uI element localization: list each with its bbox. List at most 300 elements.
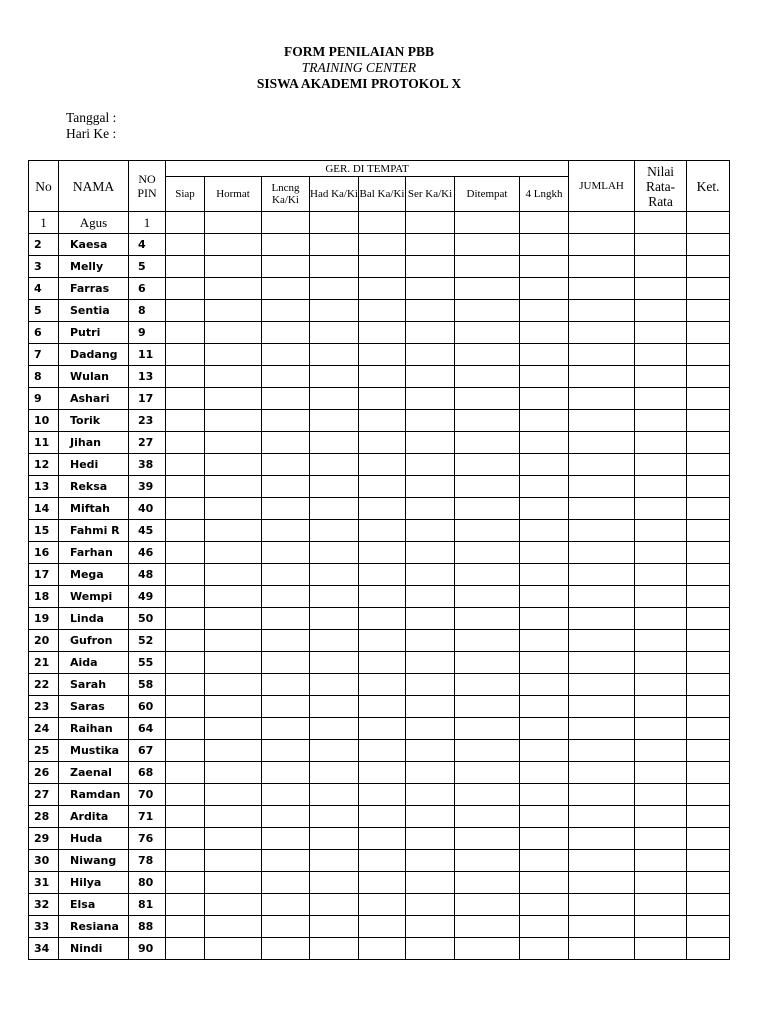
- score-cell[interactable]: [569, 762, 635, 784]
- score-cell[interactable]: [455, 498, 520, 520]
- score-cell[interactable]: [520, 938, 569, 960]
- score-cell[interactable]: [520, 542, 569, 564]
- score-cell[interactable]: [262, 938, 310, 960]
- score-cell[interactable]: [635, 212, 687, 234]
- score-cell[interactable]: [205, 586, 262, 608]
- score-cell[interactable]: [359, 564, 406, 586]
- score-cell[interactable]: [406, 366, 455, 388]
- score-cell[interactable]: [406, 762, 455, 784]
- score-cell[interactable]: [166, 476, 205, 498]
- score-cell[interactable]: [205, 872, 262, 894]
- score-cell[interactable]: [520, 564, 569, 586]
- score-cell[interactable]: [687, 784, 730, 806]
- score-cell[interactable]: [687, 586, 730, 608]
- score-cell[interactable]: [520, 344, 569, 366]
- score-cell[interactable]: [166, 234, 205, 256]
- score-cell[interactable]: [406, 322, 455, 344]
- score-cell[interactable]: [205, 938, 262, 960]
- score-cell[interactable]: [455, 806, 520, 828]
- score-cell[interactable]: [359, 344, 406, 366]
- score-cell[interactable]: [310, 366, 359, 388]
- score-cell[interactable]: [406, 388, 455, 410]
- score-cell[interactable]: [520, 894, 569, 916]
- score-cell[interactable]: [569, 542, 635, 564]
- score-cell[interactable]: [635, 696, 687, 718]
- score-cell[interactable]: [262, 894, 310, 916]
- score-cell[interactable]: [262, 256, 310, 278]
- score-cell[interactable]: [520, 520, 569, 542]
- score-cell[interactable]: [262, 872, 310, 894]
- score-cell[interactable]: [205, 674, 262, 696]
- score-cell[interactable]: [635, 938, 687, 960]
- score-cell[interactable]: [262, 278, 310, 300]
- score-cell[interactable]: [205, 916, 262, 938]
- score-cell[interactable]: [455, 674, 520, 696]
- score-cell[interactable]: [166, 520, 205, 542]
- score-cell[interactable]: [687, 850, 730, 872]
- score-cell[interactable]: [635, 564, 687, 586]
- score-cell[interactable]: [205, 652, 262, 674]
- score-cell[interactable]: [520, 696, 569, 718]
- score-cell[interactable]: [406, 278, 455, 300]
- score-cell[interactable]: [635, 454, 687, 476]
- score-cell[interactable]: [520, 850, 569, 872]
- score-cell[interactable]: [687, 652, 730, 674]
- score-cell[interactable]: [635, 916, 687, 938]
- score-cell[interactable]: [406, 454, 455, 476]
- score-cell[interactable]: [406, 520, 455, 542]
- score-cell[interactable]: [205, 828, 262, 850]
- score-cell[interactable]: [569, 366, 635, 388]
- score-cell[interactable]: [635, 718, 687, 740]
- score-cell[interactable]: [687, 366, 730, 388]
- score-cell[interactable]: [406, 938, 455, 960]
- score-cell[interactable]: [166, 212, 205, 234]
- score-cell[interactable]: [166, 806, 205, 828]
- score-cell[interactable]: [262, 762, 310, 784]
- score-cell[interactable]: [569, 212, 635, 234]
- score-cell[interactable]: [310, 740, 359, 762]
- score-cell[interactable]: [166, 652, 205, 674]
- score-cell[interactable]: [406, 850, 455, 872]
- score-cell[interactable]: [359, 322, 406, 344]
- score-cell[interactable]: [359, 476, 406, 498]
- score-cell[interactable]: [359, 432, 406, 454]
- score-cell[interactable]: [406, 410, 455, 432]
- score-cell[interactable]: [310, 652, 359, 674]
- score-cell[interactable]: [455, 256, 520, 278]
- score-cell[interactable]: [359, 674, 406, 696]
- score-cell[interactable]: [520, 916, 569, 938]
- score-cell[interactable]: [520, 278, 569, 300]
- score-cell[interactable]: [520, 322, 569, 344]
- score-cell[interactable]: [359, 586, 406, 608]
- score-cell[interactable]: [262, 916, 310, 938]
- score-cell[interactable]: [635, 278, 687, 300]
- score-cell[interactable]: [359, 410, 406, 432]
- score-cell[interactable]: [406, 542, 455, 564]
- score-cell[interactable]: [455, 322, 520, 344]
- score-cell[interactable]: [687, 894, 730, 916]
- score-cell[interactable]: [310, 564, 359, 586]
- score-cell[interactable]: [406, 608, 455, 630]
- score-cell[interactable]: [520, 388, 569, 410]
- score-cell[interactable]: [520, 432, 569, 454]
- score-cell[interactable]: [635, 520, 687, 542]
- score-cell[interactable]: [406, 872, 455, 894]
- score-cell[interactable]: [520, 630, 569, 652]
- score-cell[interactable]: [455, 608, 520, 630]
- score-cell[interactable]: [569, 344, 635, 366]
- score-cell[interactable]: [687, 696, 730, 718]
- score-cell[interactable]: [310, 234, 359, 256]
- score-cell[interactable]: [520, 454, 569, 476]
- score-cell[interactable]: [635, 740, 687, 762]
- score-cell[interactable]: [455, 234, 520, 256]
- score-cell[interactable]: [455, 696, 520, 718]
- score-cell[interactable]: [687, 674, 730, 696]
- score-cell[interactable]: [569, 410, 635, 432]
- score-cell[interactable]: [520, 212, 569, 234]
- score-cell[interactable]: [262, 234, 310, 256]
- score-cell[interactable]: [205, 344, 262, 366]
- score-cell[interactable]: [687, 476, 730, 498]
- score-cell[interactable]: [520, 498, 569, 520]
- score-cell[interactable]: [166, 366, 205, 388]
- score-cell[interactable]: [166, 278, 205, 300]
- score-cell[interactable]: [262, 322, 310, 344]
- score-cell[interactable]: [166, 586, 205, 608]
- score-cell[interactable]: [205, 256, 262, 278]
- score-cell[interactable]: [520, 652, 569, 674]
- score-cell[interactable]: [359, 828, 406, 850]
- score-cell[interactable]: [310, 916, 359, 938]
- score-cell[interactable]: [569, 564, 635, 586]
- score-cell[interactable]: [310, 784, 359, 806]
- score-cell[interactable]: [569, 828, 635, 850]
- score-cell[interactable]: [205, 564, 262, 586]
- score-cell[interactable]: [359, 762, 406, 784]
- score-cell[interactable]: [455, 410, 520, 432]
- score-cell[interactable]: [310, 520, 359, 542]
- score-cell[interactable]: [359, 234, 406, 256]
- score-cell[interactable]: [310, 828, 359, 850]
- score-cell[interactable]: [310, 498, 359, 520]
- score-cell[interactable]: [359, 498, 406, 520]
- score-cell[interactable]: [205, 212, 262, 234]
- score-cell[interactable]: [166, 388, 205, 410]
- score-cell[interactable]: [262, 212, 310, 234]
- score-cell[interactable]: [205, 322, 262, 344]
- score-cell[interactable]: [455, 872, 520, 894]
- score-cell[interactable]: [359, 388, 406, 410]
- score-cell[interactable]: [166, 850, 205, 872]
- score-cell[interactable]: [569, 476, 635, 498]
- score-cell[interactable]: [520, 872, 569, 894]
- score-cell[interactable]: [166, 894, 205, 916]
- score-cell[interactable]: [635, 388, 687, 410]
- score-cell[interactable]: [205, 762, 262, 784]
- score-cell[interactable]: [359, 696, 406, 718]
- score-cell[interactable]: [406, 212, 455, 234]
- score-cell[interactable]: [635, 542, 687, 564]
- score-cell[interactable]: [205, 432, 262, 454]
- score-cell[interactable]: [687, 608, 730, 630]
- score-cell[interactable]: [310, 630, 359, 652]
- score-cell[interactable]: [262, 784, 310, 806]
- score-cell[interactable]: [455, 278, 520, 300]
- score-cell[interactable]: [520, 410, 569, 432]
- score-cell[interactable]: [455, 388, 520, 410]
- score-cell[interactable]: [520, 586, 569, 608]
- score-cell[interactable]: [635, 432, 687, 454]
- score-cell[interactable]: [520, 300, 569, 322]
- score-cell[interactable]: [406, 476, 455, 498]
- score-cell[interactable]: [262, 586, 310, 608]
- score-cell[interactable]: [406, 630, 455, 652]
- score-cell[interactable]: [635, 322, 687, 344]
- score-cell[interactable]: [262, 674, 310, 696]
- score-cell[interactable]: [359, 300, 406, 322]
- score-cell[interactable]: [310, 432, 359, 454]
- score-cell[interactable]: [359, 454, 406, 476]
- score-cell[interactable]: [310, 454, 359, 476]
- score-cell[interactable]: [310, 410, 359, 432]
- score-cell[interactable]: [406, 498, 455, 520]
- score-cell[interactable]: [205, 740, 262, 762]
- score-cell[interactable]: [455, 212, 520, 234]
- score-cell[interactable]: [310, 806, 359, 828]
- score-cell[interactable]: [166, 300, 205, 322]
- score-cell[interactable]: [205, 454, 262, 476]
- score-cell[interactable]: [406, 894, 455, 916]
- score-cell[interactable]: [455, 762, 520, 784]
- score-cell[interactable]: [520, 718, 569, 740]
- score-cell[interactable]: [310, 344, 359, 366]
- score-cell[interactable]: [687, 630, 730, 652]
- score-cell[interactable]: [166, 784, 205, 806]
- score-cell[interactable]: [455, 344, 520, 366]
- score-cell[interactable]: [406, 916, 455, 938]
- score-cell[interactable]: [359, 784, 406, 806]
- score-cell[interactable]: [635, 234, 687, 256]
- score-cell[interactable]: [687, 520, 730, 542]
- score-cell[interactable]: [166, 542, 205, 564]
- score-cell[interactable]: [569, 278, 635, 300]
- score-cell[interactable]: [569, 740, 635, 762]
- score-cell[interactable]: [205, 410, 262, 432]
- score-cell[interactable]: [205, 520, 262, 542]
- score-cell[interactable]: [406, 696, 455, 718]
- score-cell[interactable]: [406, 586, 455, 608]
- score-cell[interactable]: [569, 586, 635, 608]
- score-cell[interactable]: [359, 740, 406, 762]
- score-cell[interactable]: [310, 256, 359, 278]
- score-cell[interactable]: [166, 498, 205, 520]
- score-cell[interactable]: [310, 762, 359, 784]
- score-cell[interactable]: [359, 872, 406, 894]
- score-cell[interactable]: [569, 630, 635, 652]
- score-cell[interactable]: [205, 894, 262, 916]
- score-cell[interactable]: [635, 366, 687, 388]
- score-cell[interactable]: [569, 894, 635, 916]
- score-cell[interactable]: [205, 300, 262, 322]
- score-cell[interactable]: [635, 630, 687, 652]
- score-cell[interactable]: [569, 432, 635, 454]
- score-cell[interactable]: [635, 828, 687, 850]
- score-cell[interactable]: [205, 850, 262, 872]
- score-cell[interactable]: [166, 344, 205, 366]
- score-cell[interactable]: [455, 652, 520, 674]
- score-cell[interactable]: [687, 872, 730, 894]
- score-cell[interactable]: [569, 872, 635, 894]
- score-cell[interactable]: [166, 608, 205, 630]
- score-cell[interactable]: [262, 608, 310, 630]
- score-cell[interactable]: [166, 762, 205, 784]
- score-cell[interactable]: [455, 916, 520, 938]
- score-cell[interactable]: [687, 234, 730, 256]
- score-cell[interactable]: [569, 938, 635, 960]
- score-cell[interactable]: [687, 256, 730, 278]
- score-cell[interactable]: [520, 806, 569, 828]
- score-cell[interactable]: [635, 498, 687, 520]
- score-cell[interactable]: [520, 608, 569, 630]
- score-cell[interactable]: [569, 256, 635, 278]
- score-cell[interactable]: [310, 542, 359, 564]
- score-cell[interactable]: [406, 674, 455, 696]
- score-cell[interactable]: [310, 938, 359, 960]
- score-cell[interactable]: [569, 300, 635, 322]
- score-cell[interactable]: [520, 740, 569, 762]
- score-cell[interactable]: [310, 586, 359, 608]
- score-cell[interactable]: [406, 740, 455, 762]
- score-cell[interactable]: [359, 718, 406, 740]
- score-cell[interactable]: [455, 718, 520, 740]
- score-cell[interactable]: [205, 784, 262, 806]
- score-cell[interactable]: [205, 630, 262, 652]
- score-cell[interactable]: [687, 410, 730, 432]
- score-cell[interactable]: [205, 696, 262, 718]
- score-cell[interactable]: [166, 432, 205, 454]
- score-cell[interactable]: [166, 410, 205, 432]
- score-cell[interactable]: [262, 828, 310, 850]
- score-cell[interactable]: [166, 454, 205, 476]
- score-cell[interactable]: [687, 828, 730, 850]
- score-cell[interactable]: [359, 806, 406, 828]
- score-cell[interactable]: [569, 520, 635, 542]
- score-cell[interactable]: [262, 366, 310, 388]
- score-cell[interactable]: [359, 652, 406, 674]
- score-cell[interactable]: [687, 806, 730, 828]
- score-cell[interactable]: [310, 872, 359, 894]
- score-cell[interactable]: [166, 674, 205, 696]
- score-cell[interactable]: [359, 850, 406, 872]
- score-cell[interactable]: [687, 916, 730, 938]
- score-cell[interactable]: [310, 476, 359, 498]
- score-cell[interactable]: [635, 762, 687, 784]
- score-cell[interactable]: [455, 850, 520, 872]
- score-cell[interactable]: [520, 256, 569, 278]
- score-cell[interactable]: [166, 256, 205, 278]
- score-cell[interactable]: [359, 366, 406, 388]
- score-cell[interactable]: [166, 916, 205, 938]
- score-cell[interactable]: [569, 388, 635, 410]
- score-cell[interactable]: [310, 388, 359, 410]
- score-cell[interactable]: [455, 520, 520, 542]
- score-cell[interactable]: [262, 718, 310, 740]
- score-cell[interactable]: [310, 322, 359, 344]
- score-cell[interactable]: [687, 300, 730, 322]
- score-cell[interactable]: [310, 696, 359, 718]
- score-cell[interactable]: [687, 718, 730, 740]
- score-cell[interactable]: [455, 894, 520, 916]
- score-cell[interactable]: [262, 806, 310, 828]
- score-cell[interactable]: [455, 432, 520, 454]
- score-cell[interactable]: [455, 586, 520, 608]
- score-cell[interactable]: [569, 674, 635, 696]
- score-cell[interactable]: [687, 542, 730, 564]
- score-cell[interactable]: [687, 762, 730, 784]
- score-cell[interactable]: [310, 718, 359, 740]
- score-cell[interactable]: [635, 806, 687, 828]
- score-cell[interactable]: [310, 212, 359, 234]
- score-cell[interactable]: [310, 608, 359, 630]
- score-cell[interactable]: [569, 850, 635, 872]
- score-cell[interactable]: [262, 432, 310, 454]
- score-cell[interactable]: [359, 608, 406, 630]
- score-cell[interactable]: [406, 256, 455, 278]
- score-cell[interactable]: [455, 630, 520, 652]
- score-cell[interactable]: [359, 542, 406, 564]
- score-cell[interactable]: [310, 278, 359, 300]
- score-cell[interactable]: [406, 828, 455, 850]
- score-cell[interactable]: [687, 938, 730, 960]
- score-cell[interactable]: [635, 652, 687, 674]
- score-cell[interactable]: [569, 718, 635, 740]
- score-cell[interactable]: [569, 454, 635, 476]
- score-cell[interactable]: [635, 410, 687, 432]
- score-cell[interactable]: [310, 300, 359, 322]
- score-cell[interactable]: [262, 454, 310, 476]
- score-cell[interactable]: [520, 762, 569, 784]
- score-cell[interactable]: [687, 432, 730, 454]
- score-cell[interactable]: [310, 894, 359, 916]
- score-cell[interactable]: [687, 278, 730, 300]
- score-cell[interactable]: [455, 476, 520, 498]
- score-cell[interactable]: [166, 564, 205, 586]
- score-cell[interactable]: [262, 652, 310, 674]
- score-cell[interactable]: [569, 498, 635, 520]
- score-cell[interactable]: [262, 542, 310, 564]
- score-cell[interactable]: [262, 344, 310, 366]
- score-cell[interactable]: [455, 300, 520, 322]
- score-cell[interactable]: [520, 784, 569, 806]
- score-cell[interactable]: [635, 784, 687, 806]
- score-cell[interactable]: [205, 388, 262, 410]
- score-cell[interactable]: [262, 850, 310, 872]
- score-cell[interactable]: [455, 454, 520, 476]
- score-cell[interactable]: [205, 806, 262, 828]
- score-cell[interactable]: [166, 828, 205, 850]
- score-cell[interactable]: [262, 630, 310, 652]
- score-cell[interactable]: [205, 498, 262, 520]
- score-cell[interactable]: [205, 476, 262, 498]
- score-cell[interactable]: [455, 366, 520, 388]
- score-cell[interactable]: [310, 850, 359, 872]
- score-cell[interactable]: [520, 234, 569, 256]
- score-cell[interactable]: [262, 476, 310, 498]
- score-cell[interactable]: [205, 542, 262, 564]
